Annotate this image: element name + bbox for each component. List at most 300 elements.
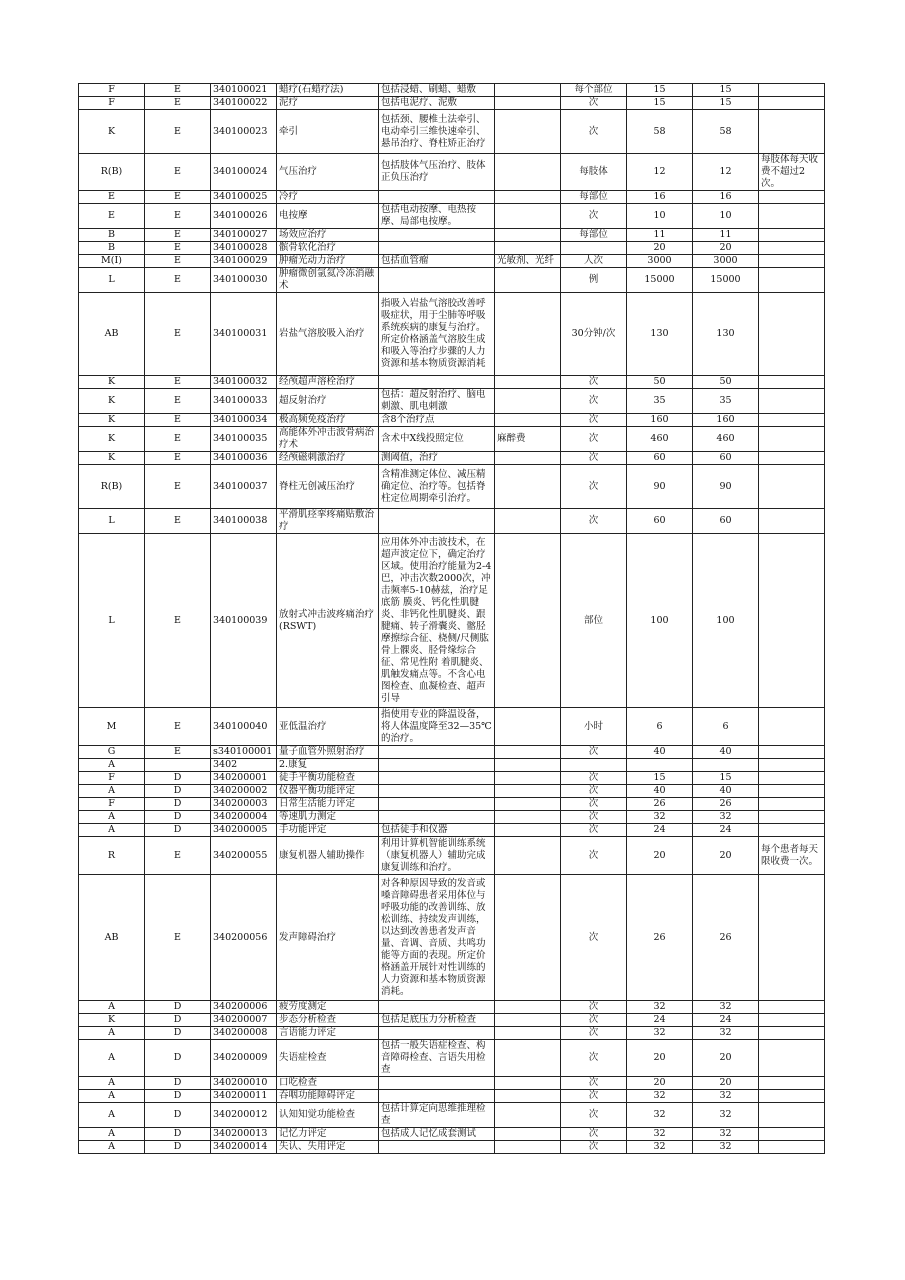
item-content-cell: 包括肢体气压治疗、肢体正负压治疗 xyxy=(379,154,495,191)
table-row xyxy=(79,509,825,534)
note-cell xyxy=(759,509,825,534)
category-cell: B xyxy=(79,229,145,242)
item-name-cell: 发声障碍治疗 xyxy=(277,875,379,1001)
item-content-cell xyxy=(379,772,495,785)
unit-cell: 次 xyxy=(561,1027,627,1040)
excluded-items-cell xyxy=(495,293,561,376)
level-cell: D xyxy=(145,1090,211,1103)
excluded-items-cell xyxy=(495,1040,561,1077)
note-cell xyxy=(759,389,825,414)
price-cell-2: 130 xyxy=(693,293,759,376)
item-name-cell: 场效应治疗 xyxy=(277,229,379,242)
price-cell: 20 xyxy=(627,1040,693,1077)
unit-cell: 次 xyxy=(561,465,627,509)
item-name-cell: 冷疗 xyxy=(277,191,379,204)
category-cell: K xyxy=(79,376,145,389)
unit-cell: 部位 xyxy=(561,534,627,708)
unit-cell: 次 xyxy=(561,1077,627,1090)
table-row xyxy=(79,746,825,759)
unit-cell: 次 xyxy=(561,746,627,759)
note-cell xyxy=(759,427,825,452)
table-row xyxy=(79,154,825,191)
excluded-items-cell xyxy=(495,376,561,389)
item-code-cell: 340100021 xyxy=(211,84,277,97)
level-cell: E xyxy=(145,376,211,389)
note-cell xyxy=(759,785,825,798)
table-row xyxy=(79,110,825,154)
table-row xyxy=(79,427,825,452)
price-cell-2: 50 xyxy=(693,376,759,389)
unit-cell: 例 xyxy=(561,268,627,293)
item-content-cell xyxy=(379,1090,495,1103)
item-content-cell xyxy=(379,798,495,811)
note-cell xyxy=(759,1141,825,1154)
price-cell: 15000 xyxy=(627,268,693,293)
level-cell: E xyxy=(145,509,211,534)
unit-cell: 次 xyxy=(561,824,627,837)
item-content-cell: 指吸入岩盐气溶胶改善呼吸症状，用于尘肺等呼吸系统疾病的康复与治疗。所定价格涵盖气溶胶生成和吸入等治疗步骤的人力资源和基本物质资源消耗 xyxy=(379,293,495,376)
category-cell: M xyxy=(79,708,145,746)
excluded-items-cell xyxy=(495,1128,561,1141)
price-cell-2: 40 xyxy=(693,785,759,798)
item-content-cell xyxy=(379,746,495,759)
item-code-cell: 340100034 xyxy=(211,414,277,427)
note-cell xyxy=(759,1027,825,1040)
table-row xyxy=(79,414,825,427)
excluded-items-cell xyxy=(495,1001,561,1014)
category-cell: AB xyxy=(79,875,145,1001)
price-cell: 60 xyxy=(627,452,693,465)
item-code-cell: 340100023 xyxy=(211,110,277,154)
item-name-cell: 徒手平衡功能检查 xyxy=(277,772,379,785)
category-cell: L xyxy=(79,509,145,534)
item-name-cell: 失语症检查 xyxy=(277,1040,379,1077)
item-content-cell: 包括足底压力分析检查 xyxy=(379,1014,495,1027)
note-cell xyxy=(759,293,825,376)
category-cell: A xyxy=(79,1103,145,1128)
note-cell xyxy=(759,110,825,154)
item-name-cell: 超反射治疗 xyxy=(277,389,379,414)
category-cell: K xyxy=(79,427,145,452)
price-cell: 40 xyxy=(627,785,693,798)
price-cell: 20 xyxy=(627,242,693,255)
item-name-cell: 电按摩 xyxy=(277,204,379,229)
item-name-cell: 牵引 xyxy=(277,110,379,154)
item-name-cell: 极高频免疫治疗 xyxy=(277,414,379,427)
excluded-items-cell xyxy=(495,772,561,785)
category-cell: G xyxy=(79,746,145,759)
note-cell xyxy=(759,268,825,293)
price-cell: 58 xyxy=(627,110,693,154)
item-content-cell xyxy=(379,191,495,204)
price-cell xyxy=(627,759,693,772)
item-name-cell: 岩盐气溶胶吸入治疗 xyxy=(277,293,379,376)
unit-cell xyxy=(561,759,627,772)
category-cell: L xyxy=(79,268,145,293)
category-cell: A xyxy=(79,824,145,837)
level-cell: D xyxy=(145,1040,211,1077)
unit-cell: 次 xyxy=(561,1141,627,1154)
price-cell-2: 11 xyxy=(693,229,759,242)
unit-cell: 每部位 xyxy=(561,191,627,204)
category-cell: K xyxy=(79,110,145,154)
unit-cell: 次 xyxy=(561,427,627,452)
category-cell: A xyxy=(79,1001,145,1014)
price-list-page xyxy=(78,83,825,1154)
item-content-cell: 测阈值，治疗 xyxy=(379,452,495,465)
table-row xyxy=(79,1141,825,1154)
category-cell: L xyxy=(79,534,145,708)
item-content-cell: 含精准测定体位、减压精确定位、治疗等。包括脊柱定位周期牵引治疗。 xyxy=(379,465,495,509)
level-cell xyxy=(145,759,211,772)
price-cell: 32 xyxy=(627,1128,693,1141)
category-cell: R xyxy=(79,837,145,875)
price-cell-2: 26 xyxy=(693,798,759,811)
price-cell-2: 460 xyxy=(693,427,759,452)
note-cell xyxy=(759,1040,825,1077)
category-cell: AB xyxy=(79,293,145,376)
item-content-cell: 包括一般失语症检查、构音障碍检查、言语失用检查 xyxy=(379,1040,495,1077)
level-cell: E xyxy=(145,229,211,242)
category-cell: F xyxy=(79,97,145,110)
item-code-cell: 340200003 xyxy=(211,798,277,811)
item-name-cell: 记忆力评定 xyxy=(277,1128,379,1141)
category-cell: B xyxy=(79,242,145,255)
price-cell: 15 xyxy=(627,772,693,785)
price-cell-2 xyxy=(693,759,759,772)
item-content-cell xyxy=(379,1001,495,1014)
excluded-items-cell xyxy=(495,389,561,414)
level-cell: E xyxy=(145,708,211,746)
note-cell xyxy=(759,84,825,97)
excluded-items-cell xyxy=(495,465,561,509)
item-name-cell: 经颅超声溶栓治疗 xyxy=(277,376,379,389)
item-content-cell: 包括电动按摩、电热按摩、局部电按摩。 xyxy=(379,204,495,229)
category-cell: R(B) xyxy=(79,154,145,191)
item-code-cell: 340100032 xyxy=(211,376,277,389)
item-content-cell: 含术中X线投照定位 xyxy=(379,427,495,452)
item-name-cell: 等速肌力测定 xyxy=(277,811,379,824)
item-name-cell: 气压治疗 xyxy=(277,154,379,191)
price-cell: 32 xyxy=(627,1103,693,1128)
excluded-items-cell xyxy=(495,268,561,293)
note-cell xyxy=(759,746,825,759)
level-cell: E xyxy=(145,97,211,110)
item-content-cell xyxy=(379,811,495,824)
excluded-items-cell xyxy=(495,1027,561,1040)
excluded-items-cell xyxy=(495,110,561,154)
item-code-cell: 340200006 xyxy=(211,1001,277,1014)
item-name-cell: 步态分析检查 xyxy=(277,1014,379,1027)
price-cell-2: 15 xyxy=(693,772,759,785)
price-cell: 26 xyxy=(627,798,693,811)
price-cell-2: 20 xyxy=(693,1040,759,1077)
excluded-items-cell xyxy=(495,1014,561,1027)
item-name-cell: 蜡疗(石蜡疗法) xyxy=(277,84,379,97)
excluded-items-cell: 麻醉费 xyxy=(495,427,561,452)
note-cell xyxy=(759,708,825,746)
level-cell: E xyxy=(145,534,211,708)
price-cell-2: 12 xyxy=(693,154,759,191)
item-content-cell: 包括计算定向思维推理检查 xyxy=(379,1103,495,1128)
item-name-cell: 日常生活能力评定 xyxy=(277,798,379,811)
level-cell: E xyxy=(145,414,211,427)
item-name-cell: 手功能评定 xyxy=(277,824,379,837)
table-row xyxy=(79,465,825,509)
item-code-cell: 340100024 xyxy=(211,154,277,191)
table-row xyxy=(79,452,825,465)
item-content-cell: 包括血管瘤 xyxy=(379,255,495,268)
item-content-cell: 指使用专业的降温设备，将人体温度降至32—35℃的治疗。 xyxy=(379,708,495,746)
price-cell-2: 10 xyxy=(693,204,759,229)
unit-cell: 每个部位 xyxy=(561,84,627,97)
note-cell xyxy=(759,255,825,268)
excluded-items-cell xyxy=(495,1090,561,1103)
item-code-cell: 340100038 xyxy=(211,509,277,534)
level-cell: D xyxy=(145,811,211,824)
price-cell: 32 xyxy=(627,1141,693,1154)
price-cell: 32 xyxy=(627,1090,693,1103)
item-name-cell: 失认、失用评定 xyxy=(277,1141,379,1154)
price-cell: 60 xyxy=(627,509,693,534)
excluded-items-cell xyxy=(495,204,561,229)
table-row xyxy=(79,1090,825,1103)
item-code-cell: 340200004 xyxy=(211,811,277,824)
note-cell xyxy=(759,534,825,708)
item-name-cell: 髌骨软化治疗 xyxy=(277,242,379,255)
item-code-cell: 340100030 xyxy=(211,268,277,293)
table-row xyxy=(79,268,825,293)
table-row xyxy=(79,534,825,708)
table-row xyxy=(79,97,825,110)
item-content-cell xyxy=(379,1027,495,1040)
table-row xyxy=(79,1103,825,1128)
note-cell xyxy=(759,875,825,1001)
item-content-cell xyxy=(379,759,495,772)
item-name-cell: 认知知觉功能检查 xyxy=(277,1103,379,1128)
item-content-cell xyxy=(379,229,495,242)
unit-cell: 次 xyxy=(561,452,627,465)
unit-cell xyxy=(561,242,627,255)
item-content-cell: 包括成人记忆成套测试 xyxy=(379,1128,495,1141)
item-code-cell: 340100025 xyxy=(211,191,277,204)
price-cell-2: 16 xyxy=(693,191,759,204)
price-table-body xyxy=(79,84,825,1154)
item-code-cell: 340100031 xyxy=(211,293,277,376)
level-cell: E xyxy=(145,204,211,229)
table-row xyxy=(79,837,825,875)
price-cell: 11 xyxy=(627,229,693,242)
level-cell: D xyxy=(145,1103,211,1128)
price-cell-2: 20 xyxy=(693,837,759,875)
item-code-cell: 340200013 xyxy=(211,1128,277,1141)
price-cell-2: 20 xyxy=(693,1077,759,1090)
price-cell: 32 xyxy=(627,811,693,824)
item-code-cell: 340200005 xyxy=(211,824,277,837)
item-content-cell: 包括浸蜡、刷蜡、蜡敷 xyxy=(379,84,495,97)
table-row xyxy=(79,84,825,97)
unit-cell: 次 xyxy=(561,376,627,389)
price-cell-2: 32 xyxy=(693,1128,759,1141)
item-code-cell: 340100040 xyxy=(211,708,277,746)
excluded-items-cell xyxy=(495,785,561,798)
price-cell-2: 35 xyxy=(693,389,759,414)
price-cell: 35 xyxy=(627,389,693,414)
unit-cell: 次 xyxy=(561,811,627,824)
item-content-cell xyxy=(379,268,495,293)
price-cell-2: 32 xyxy=(693,1027,759,1040)
level-cell: E xyxy=(145,746,211,759)
unit-cell: 次 xyxy=(561,785,627,798)
excluded-items-cell xyxy=(495,414,561,427)
unit-cell: 次 xyxy=(561,1001,627,1014)
category-cell: A xyxy=(79,811,145,824)
item-code-cell: 340100035 xyxy=(211,427,277,452)
item-code-cell: 340100033 xyxy=(211,389,277,414)
table-row xyxy=(79,1077,825,1090)
price-cell-2: 24 xyxy=(693,824,759,837)
price-cell-2: 32 xyxy=(693,811,759,824)
excluded-items-cell xyxy=(495,1077,561,1090)
level-cell: E xyxy=(145,465,211,509)
note-cell xyxy=(759,1090,825,1103)
item-name-cell: 量子血管外照射治疗 xyxy=(277,746,379,759)
category-cell: A xyxy=(79,1090,145,1103)
price-cell: 32 xyxy=(627,1001,693,1014)
excluded-items-cell: 光敏剂、光纤 xyxy=(495,255,561,268)
price-cell: 20 xyxy=(627,837,693,875)
item-code-cell: 340200009 xyxy=(211,1040,277,1077)
item-code-cell: 340100026 xyxy=(211,204,277,229)
price-cell-2: 20 xyxy=(693,242,759,255)
level-cell: D xyxy=(145,1001,211,1014)
item-name-cell: 泥疗 xyxy=(277,97,379,110)
level-cell: E xyxy=(145,110,211,154)
price-cell-2: 15 xyxy=(693,97,759,110)
price-cell-2: 60 xyxy=(693,509,759,534)
item-content-cell: 包括徒手和仪器 xyxy=(379,824,495,837)
price-cell: 10 xyxy=(627,204,693,229)
item-content-cell xyxy=(379,1141,495,1154)
unit-cell: 次 xyxy=(561,1014,627,1027)
note-cell xyxy=(759,798,825,811)
item-code-cell: 340200055 xyxy=(211,837,277,875)
note-cell xyxy=(759,1103,825,1128)
unit-cell: 次 xyxy=(561,110,627,154)
price-cell: 3000 xyxy=(627,255,693,268)
price-cell-2: 60 xyxy=(693,452,759,465)
table-row xyxy=(79,811,825,824)
level-cell: D xyxy=(145,824,211,837)
table-row xyxy=(79,1040,825,1077)
price-cell: 16 xyxy=(627,191,693,204)
note-cell xyxy=(759,824,825,837)
category-cell: M(I) xyxy=(79,255,145,268)
unit-cell: 次 xyxy=(561,414,627,427)
item-name-cell: 2.康复 xyxy=(277,759,379,772)
price-cell-2: 15000 xyxy=(693,268,759,293)
unit-cell: 次 xyxy=(561,509,627,534)
table-row xyxy=(79,1014,825,1027)
level-cell: D xyxy=(145,1128,211,1141)
price-cell: 160 xyxy=(627,414,693,427)
category-cell: A xyxy=(79,759,145,772)
unit-cell: 次 xyxy=(561,798,627,811)
item-name-cell: 高能体外冲击波骨病治疗术 xyxy=(277,427,379,452)
price-cell: 6 xyxy=(627,708,693,746)
item-name-cell: 平滑肌痉挛疼痛贴敷治疗 xyxy=(277,509,379,534)
item-code-cell: 340200056 xyxy=(211,875,277,1001)
category-cell: K xyxy=(79,1014,145,1027)
table-row xyxy=(79,293,825,376)
level-cell: D xyxy=(145,785,211,798)
note-cell xyxy=(759,376,825,389)
item-code-cell: 340200011 xyxy=(211,1090,277,1103)
excluded-items-cell xyxy=(495,534,561,708)
excluded-items-cell xyxy=(495,708,561,746)
price-cell: 100 xyxy=(627,534,693,708)
item-code-cell: 340200002 xyxy=(211,785,277,798)
table-row xyxy=(79,759,825,772)
table-row xyxy=(79,389,825,414)
price-cell-2: 160 xyxy=(693,414,759,427)
price-cell-2: 26 xyxy=(693,875,759,1001)
price-cell: 130 xyxy=(627,293,693,376)
price-cell-2: 58 xyxy=(693,110,759,154)
excluded-items-cell xyxy=(495,242,561,255)
price-cell-2: 32 xyxy=(693,1090,759,1103)
item-name-cell: 肿瘤微创氩氦冷冻消融术 xyxy=(277,268,379,293)
item-name-cell: 经颅磁刺激治疗 xyxy=(277,452,379,465)
price-cell: 460 xyxy=(627,427,693,452)
level-cell: E xyxy=(145,255,211,268)
excluded-items-cell xyxy=(495,97,561,110)
excluded-items-cell xyxy=(495,509,561,534)
unit-cell: 30分钟/次 xyxy=(561,293,627,376)
price-cell: 40 xyxy=(627,746,693,759)
note-cell xyxy=(759,1077,825,1090)
table-row xyxy=(79,798,825,811)
unit-cell: 次 xyxy=(561,1040,627,1077)
category-cell: A xyxy=(79,1040,145,1077)
excluded-items-cell xyxy=(495,191,561,204)
excluded-items-cell xyxy=(495,837,561,875)
unit-cell: 次 xyxy=(561,875,627,1001)
excluded-items-cell xyxy=(495,452,561,465)
price-cell-2: 15 xyxy=(693,84,759,97)
level-cell: E xyxy=(145,452,211,465)
unit-cell: 次 xyxy=(561,1090,627,1103)
item-name-cell: 肿瘤光动力治疗 xyxy=(277,255,379,268)
note-cell xyxy=(759,1014,825,1027)
category-cell: K xyxy=(79,389,145,414)
price-cell: 15 xyxy=(627,84,693,97)
category-cell: A xyxy=(79,1027,145,1040)
price-cell-2: 32 xyxy=(693,1103,759,1128)
category-cell: F xyxy=(79,84,145,97)
note-cell xyxy=(759,242,825,255)
unit-cell: 小时 xyxy=(561,708,627,746)
item-code-cell: 340100029 xyxy=(211,255,277,268)
category-cell: K xyxy=(79,414,145,427)
category-cell: E xyxy=(79,204,145,229)
table-row xyxy=(79,772,825,785)
note-cell xyxy=(759,97,825,110)
note-cell: 每个患者每天限收费一次。 xyxy=(759,837,825,875)
item-name-cell: 亚低温治疗 xyxy=(277,708,379,746)
note-cell xyxy=(759,452,825,465)
price-cell: 26 xyxy=(627,875,693,1001)
